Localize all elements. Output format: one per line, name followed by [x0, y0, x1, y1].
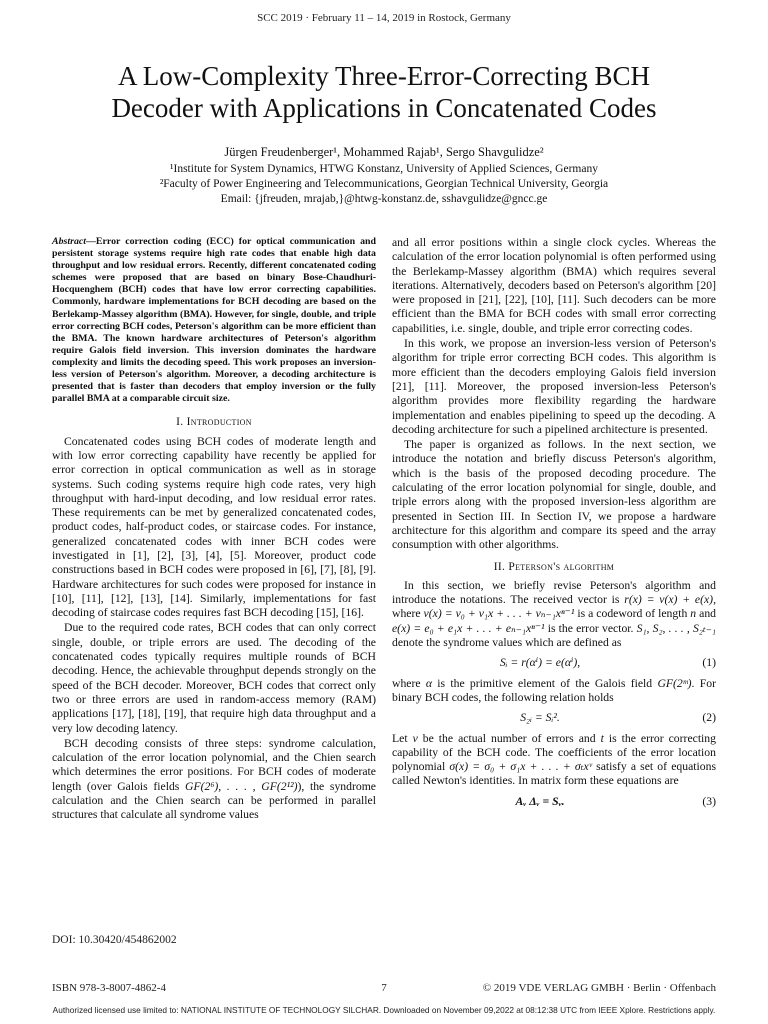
s2-p1-math-4: e(x) = e₀ + e₁x + . . . + eₙ₋₁xⁿ⁻¹ — [392, 621, 545, 635]
s2-p1-text-c: is a codeword of length — [574, 607, 691, 621]
abstract-text: —Error correction coding (ECC) for optical communication and persistent storage systems require high rate codes that enable high data throughput and low residual errors. Recently, different concatenated coding schemes were proposed that are based on binary Bose-Chaudhuri-Hocquenghem (BCH) codes that have low error correcting capabilities. Commonly, hardware implementations for BCH decoding are based on the Berlekamp-Massey algorithm (BMA). However, for single, double, and triple error correcting BCH codes, Peterson's algorithm can be more efficient than the BMA. The known hardware architectures of Peterson's algorithm require Galois field inversion. This inversion dominates the hardware complexity and limits the decoding speed. This work proposes an inversion-less version of Peterson's algorithm. Moreover, a decoding architecture is presented that is faster than decoders that employ inversion or the fully parallel BMA at a comparable circuit size. — [52, 236, 376, 405]
isbn-label: ISBN 978-3-8007-4862-4 — [52, 982, 166, 994]
section-1-heading: I. Introduction — [176, 416, 252, 429]
s2-p3-text-a: Let — [392, 731, 413, 745]
s2-p3-math-1: ν — [412, 731, 418, 745]
title-line-2: Decoder with Applications in Concatenated Codes — [111, 93, 657, 123]
s2-p2-math-1: α — [425, 676, 432, 690]
authorization-notice: Authorized licensed use limited to: NATIONAL INSTITUTE OF TECHNOLOGY SILCHAR. Downloaded on November 09,2022 at 08:12:38 UTC from IEEE Xplore. Restrictions apply. — [52, 1005, 716, 1015]
title-line-1: A Low-Complexity Three-Error-Correcting BCH — [117, 61, 651, 91]
affiliation-2: ²Faculty of Power Engineering and Telecommunications, Georgian Technical University, Georgia — [159, 178, 609, 190]
s2-p1-text-e: is the error vector. — [544, 621, 637, 635]
equation-3-number: (3) — [702, 794, 716, 808]
equation-2 — [392, 711, 716, 725]
equation-1-number: (1) — [702, 656, 716, 670]
s2-p2-math-2: GF(2ᵐ) — [657, 676, 692, 690]
right-column — [392, 236, 716, 815]
s2-p2-text-a: where — [392, 676, 426, 690]
author-email: Email: {jfreuden, mrajab,}@htwg-konstanz.de, sshavgulidze@gncc.ge — [220, 193, 548, 205]
s2-p2-text-c: . For binary BCH codes, the following relation holds — [392, 676, 716, 704]
section-2-paragraph-3 — [392, 732, 716, 789]
s2-p3-text-d: satisfy a set of equations called Newton's identities. In matrix form these equations are — [392, 760, 716, 788]
affiliation-1: ¹Institute for System Dynamics, HTWG Konstanz, University of Applied Sciences, Germany — [170, 163, 598, 175]
right-paragraph-2: The paper is organized as follows. In the next section, we introduce the notation and briefly discuss Peterson's algorithm, which is the basis of the proposed decoding procedure. The calculating of the error location polynomial for single, double, and triple errors along with the proposed inversion-less algorithm are presented in Section III. In Section IV, we propose a hardware architecture for this algorithm and compare its speed and the array consumption with other algorithms. — [392, 438, 716, 552]
s2-p1-text-a: In this section, we briefly revise Peterson's algorithm and introduce the notations. The received vector is — [392, 578, 716, 607]
abstract-lead: Abstract — [52, 236, 87, 247]
intro-p3-math: GF(2⁶), . . . , GF(2¹²) — [185, 779, 298, 793]
intro-paragraph-1: Concatenated codes using BCH codes of moderate length and with low error correcting capability have recently be applied for error correction in optical communication as well as in storage systems. Such coding systems require high code rates, very high throughput with hard-input decoding, and low residual error rates. These requirements can be met by generalized concatenated codes, product codes, half-product codes, or staircase codes. For instance, generalized concatenated codes with inner BCH codes were investigated in [1], [2], [3], [4], [5]. Moreover, product code constructions based in BCH codes were proposed in [6], [7], [8], [9]. Hardware architectures for such codes were proposed for instance in [10], [11], [12], [13], [14]. Similarly, implementations for fast decoding of staircase codes requires fast BCH decoding [15], [16]. — [52, 434, 376, 620]
s2-p2-text-b: is the primitive element of the Galois field — [431, 676, 658, 690]
equation-2-number: (2) — [702, 711, 716, 725]
intro-paragraph-2: Due to the required code rates, BCH codes that can only correct single, double, or triple errors are used. The decoding of the concatenated codes typically requires multiple rounds of BCH decoding. Hence, the achievable throughput depends strongly on the speed of the BCH decoder. Moreover, BCH codes that correct only two or three errors are used in random-access memory (RAM) applications [17], [18], [19], that require high data throughput and a very low decoding latency. — [52, 621, 376, 735]
conference-header: SCC 2019 · February 11 – 14, 2019 in Rostock, Germany — [257, 12, 511, 24]
s2-p3-math-2: t — [600, 731, 604, 745]
equation-2-expression: S₂ᵢ = Sᵢ². — [520, 711, 560, 725]
s2-p1-text-b: , where — [392, 593, 716, 621]
author-names: Jürgen Freudenberger¹, Mohammed Rajab¹, Sergo Shavgulidze² — [224, 145, 544, 159]
s2-p3-math-3: σ(x) = σ₀ + σ₁x + . . . + σₜxᵛ — [449, 760, 592, 774]
intro-paragraph-3 — [52, 737, 376, 823]
abstract — [52, 236, 376, 405]
intro-p3-text-b: ), the syndrome calculation and the Chien search can be performed in parallel structures that calculate all syndrome values — [52, 779, 376, 822]
equation-1 — [392, 656, 716, 670]
s2-p1-text-d: and — [696, 607, 717, 621]
s2-p1-text-f: denote the syndrome values which are defined as — [392, 636, 622, 650]
section-2-paragraph-2 — [392, 677, 716, 706]
publisher-copyright: © 2019 VDE VERLAG GMBH · Berlin · Offenbach — [482, 982, 716, 994]
equation-1-expression: Sᵢ = r(αⁱ) = e(αⁱ), — [499, 656, 581, 670]
paper-title — [40, 60, 728, 124]
page-number: 7 — [381, 982, 387, 994]
s2-p1-math-1: r(x) = v(x) + e(x) — [624, 593, 714, 607]
left-column — [52, 236, 376, 824]
s2-p1-math-2: v(x) = v₀ + v₁x + . . . + vₙ₋₁xⁿ⁻¹ — [423, 607, 575, 621]
s2-p3-text-c: is the error correcting capability of the BCH code. The coefficients of the error location polynomial — [392, 731, 716, 774]
equation-3-expression: Aᵥ Δᵥ = Sᵥ. — [515, 794, 565, 808]
section-2-paragraph-1 — [392, 579, 716, 650]
s2-p1-math-3: n — [690, 607, 697, 621]
right-paragraph-0: and all error positions within a single clock cycles. Whereas the calculation of the error location polynomial is often performed using the Berlekamp-Massey algorithm (BMA) which requires several iterations. Alternatively, decoders based on Peterson's algorithm [20] were proposed in [21], [22], [10], [11]. Such decoders can be more efficient than the BMA for BCH codes with small error correcting capabilities, i.e. single, double, and triple error correcting codes. — [392, 236, 716, 335]
section-2-heading: II. Peterson's algorithm — [493, 560, 615, 573]
s2-p3-text-b: be the actual number of errors and — [417, 731, 601, 745]
equation-3 — [392, 795, 716, 809]
doi-label: DOI: 10.30420/454862002 — [52, 934, 177, 946]
right-paragraph-1: In this work, we propose an inversion-less version of Peterson's algorithm for triple error correcting BCH codes. This algorithm is more efficient than the decoders employing Galois field inversion [21], [11]. Moreover, the proposed inversion-less Peterson's algorithm provides more flexibility regarding the hardware implementation and enables pipelining to speed up the decoding. A decoding architecture for such a pipelined architecture is presented. — [392, 337, 716, 436]
s2-p1-math-5: S₁, S₂, . . . , S₂ₜ₋₁ — [636, 621, 716, 635]
intro-p3-text-a: BCH decoding consists of three steps: syndrome calculation, calculation of the error location polynomial, and the Chien search which determines the error positions. For BCH codes of moderate length (over Galois fields — [52, 736, 376, 793]
